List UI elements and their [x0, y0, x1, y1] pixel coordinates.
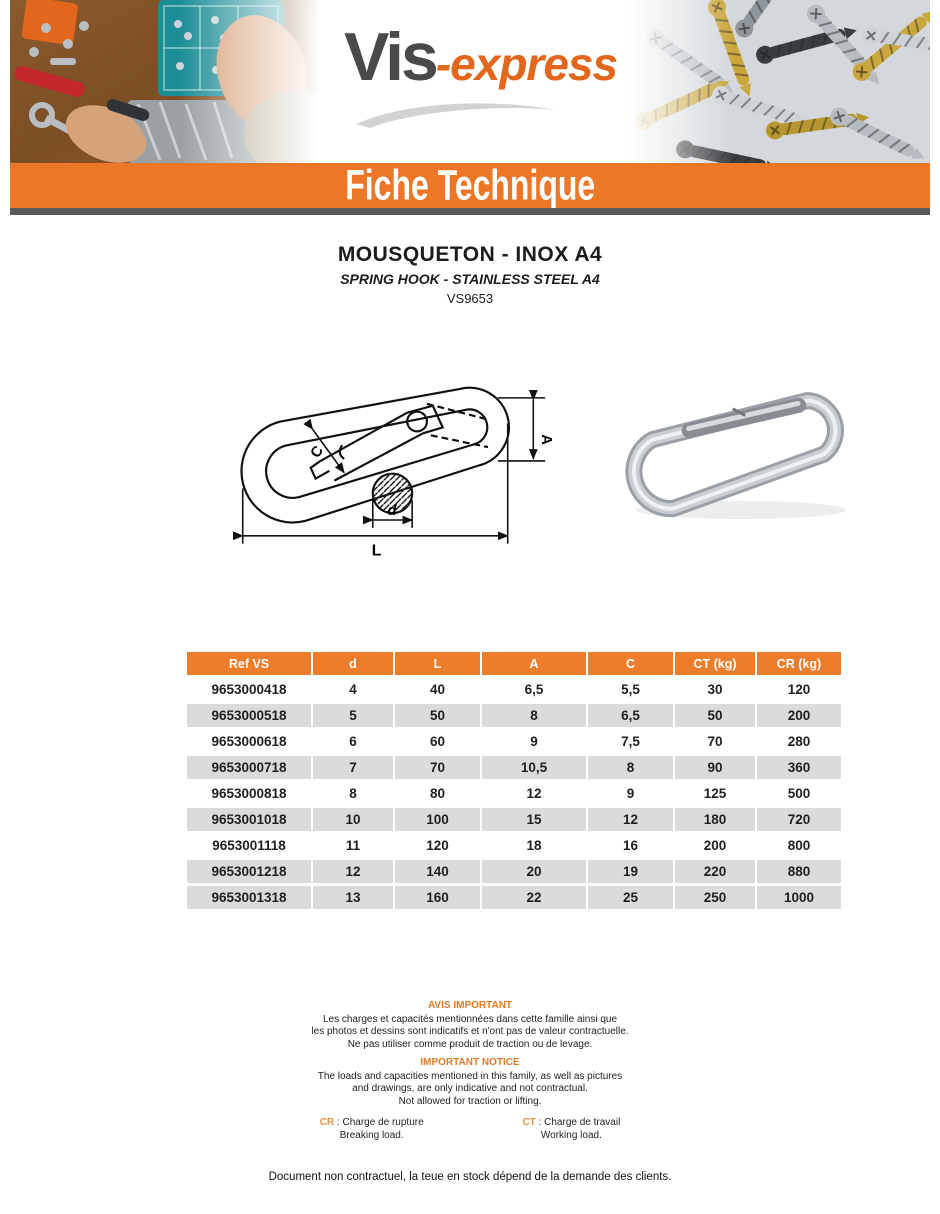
- ct-en: Working load.: [540, 1129, 602, 1141]
- table-row: 9653000618 6 60 9 7,5 70 280: [187, 730, 841, 753]
- product-title-block: [0, 243, 940, 306]
- load-definitions: [0, 1117, 940, 1142]
- cr-definition: [320, 1117, 424, 1142]
- table-row: 9653000518 5 50 8 6,5 50 200: [187, 704, 841, 727]
- cr-fr: Charge de rupture: [342, 1117, 424, 1128]
- col-header-l: L: [395, 652, 480, 675]
- table-row: 9653000418 4 40 6,5 5,5 30 120: [187, 678, 841, 701]
- col-header-cr: CR (kg): [757, 652, 841, 675]
- ct-definition: [522, 1117, 620, 1142]
- spring-hook-photo: [596, 362, 886, 530]
- avis-important-notice: [0, 1000, 940, 1051]
- logo-text-express: -express: [435, 38, 618, 90]
- dim-label-a: A: [538, 434, 554, 445]
- dim-label-l: L: [371, 542, 382, 560]
- avis-line: Les charges et capacités mentionnées dans cette famille ainsi que: [322, 1013, 618, 1025]
- col-header-ct: CT (kg): [675, 652, 755, 675]
- spec-table-header-row: [187, 652, 841, 675]
- avis-line: Ne pas utiliser comme produit de traction ou de levage.: [347, 1038, 593, 1050]
- spring-hook-technical-drawing: [224, 350, 554, 560]
- workbench-hardware-photo: [10, 0, 320, 163]
- table-row: 9653000718 7 70 10,5 8 90 360: [187, 756, 841, 779]
- logo-text-vis: Vis: [344, 19, 436, 95]
- ct-fr: Charge de travail: [544, 1117, 621, 1128]
- table-row: 9653001318 13 160 22 25 250 1000: [187, 886, 841, 909]
- col-header-a: A: [482, 652, 586, 675]
- spec-table: [185, 649, 843, 912]
- fiche-technique-banner: [10, 163, 930, 208]
- product-subtitle: SPRING HOOK - STAINLESS STEEL A4: [340, 271, 600, 287]
- vis-express-logo: [338, 12, 618, 132]
- ct-sep: :: [535, 1117, 545, 1128]
- avis-line: les photos et dessins sont indicatifs et n'ont pas de valeur contractuelle.: [311, 1026, 629, 1037]
- notice-line: Not allowed for traction or lifting.: [398, 1095, 542, 1107]
- product-reference: VS9653: [446, 291, 494, 306]
- banner-underline-bar: [10, 208, 930, 215]
- dim-label-c: C: [307, 443, 327, 462]
- important-notice: [0, 1057, 940, 1108]
- product-title: MOUSQUETON - INOX A4: [337, 243, 603, 266]
- logo-swoosh: [350, 98, 560, 128]
- footer-disclaimer: Document non contractuel, la teue en stock dépend de la demande des clients.: [268, 1171, 672, 1183]
- cr-abbr: CR: [319, 1117, 335, 1128]
- table-row: 9653000818 8 80 12 9 125 500: [187, 782, 841, 805]
- screws-pile-photo: [628, 0, 930, 163]
- cr-en: Breaking load.: [339, 1129, 404, 1141]
- col-header-c: C: [588, 652, 673, 675]
- table-row: 9653001118 11 120 18 16 200 800: [187, 834, 841, 857]
- table-row: 9653001018 10 100 15 12 180 720: [187, 808, 841, 831]
- notice-line: and drawings, are only indicative and not contractual.: [352, 1083, 588, 1094]
- notice-line: The loads and capacities mentioned in this family, as well as pictures: [317, 1070, 623, 1082]
- ct-abbr: CT: [522, 1117, 536, 1128]
- avis-important-title: AVIS IMPORTANT: [427, 1000, 513, 1011]
- dim-label-d: d: [387, 503, 397, 520]
- important-notice-title: IMPORTANT NOTICE: [420, 1057, 520, 1068]
- table-row: 9653001218 12 140 20 19 220 880: [187, 860, 841, 883]
- col-header-d: d: [313, 652, 393, 675]
- banner-title: Fiche Technique: [345, 163, 595, 208]
- cr-sep: :: [334, 1117, 343, 1128]
- col-header-ref: Ref VS: [187, 652, 311, 675]
